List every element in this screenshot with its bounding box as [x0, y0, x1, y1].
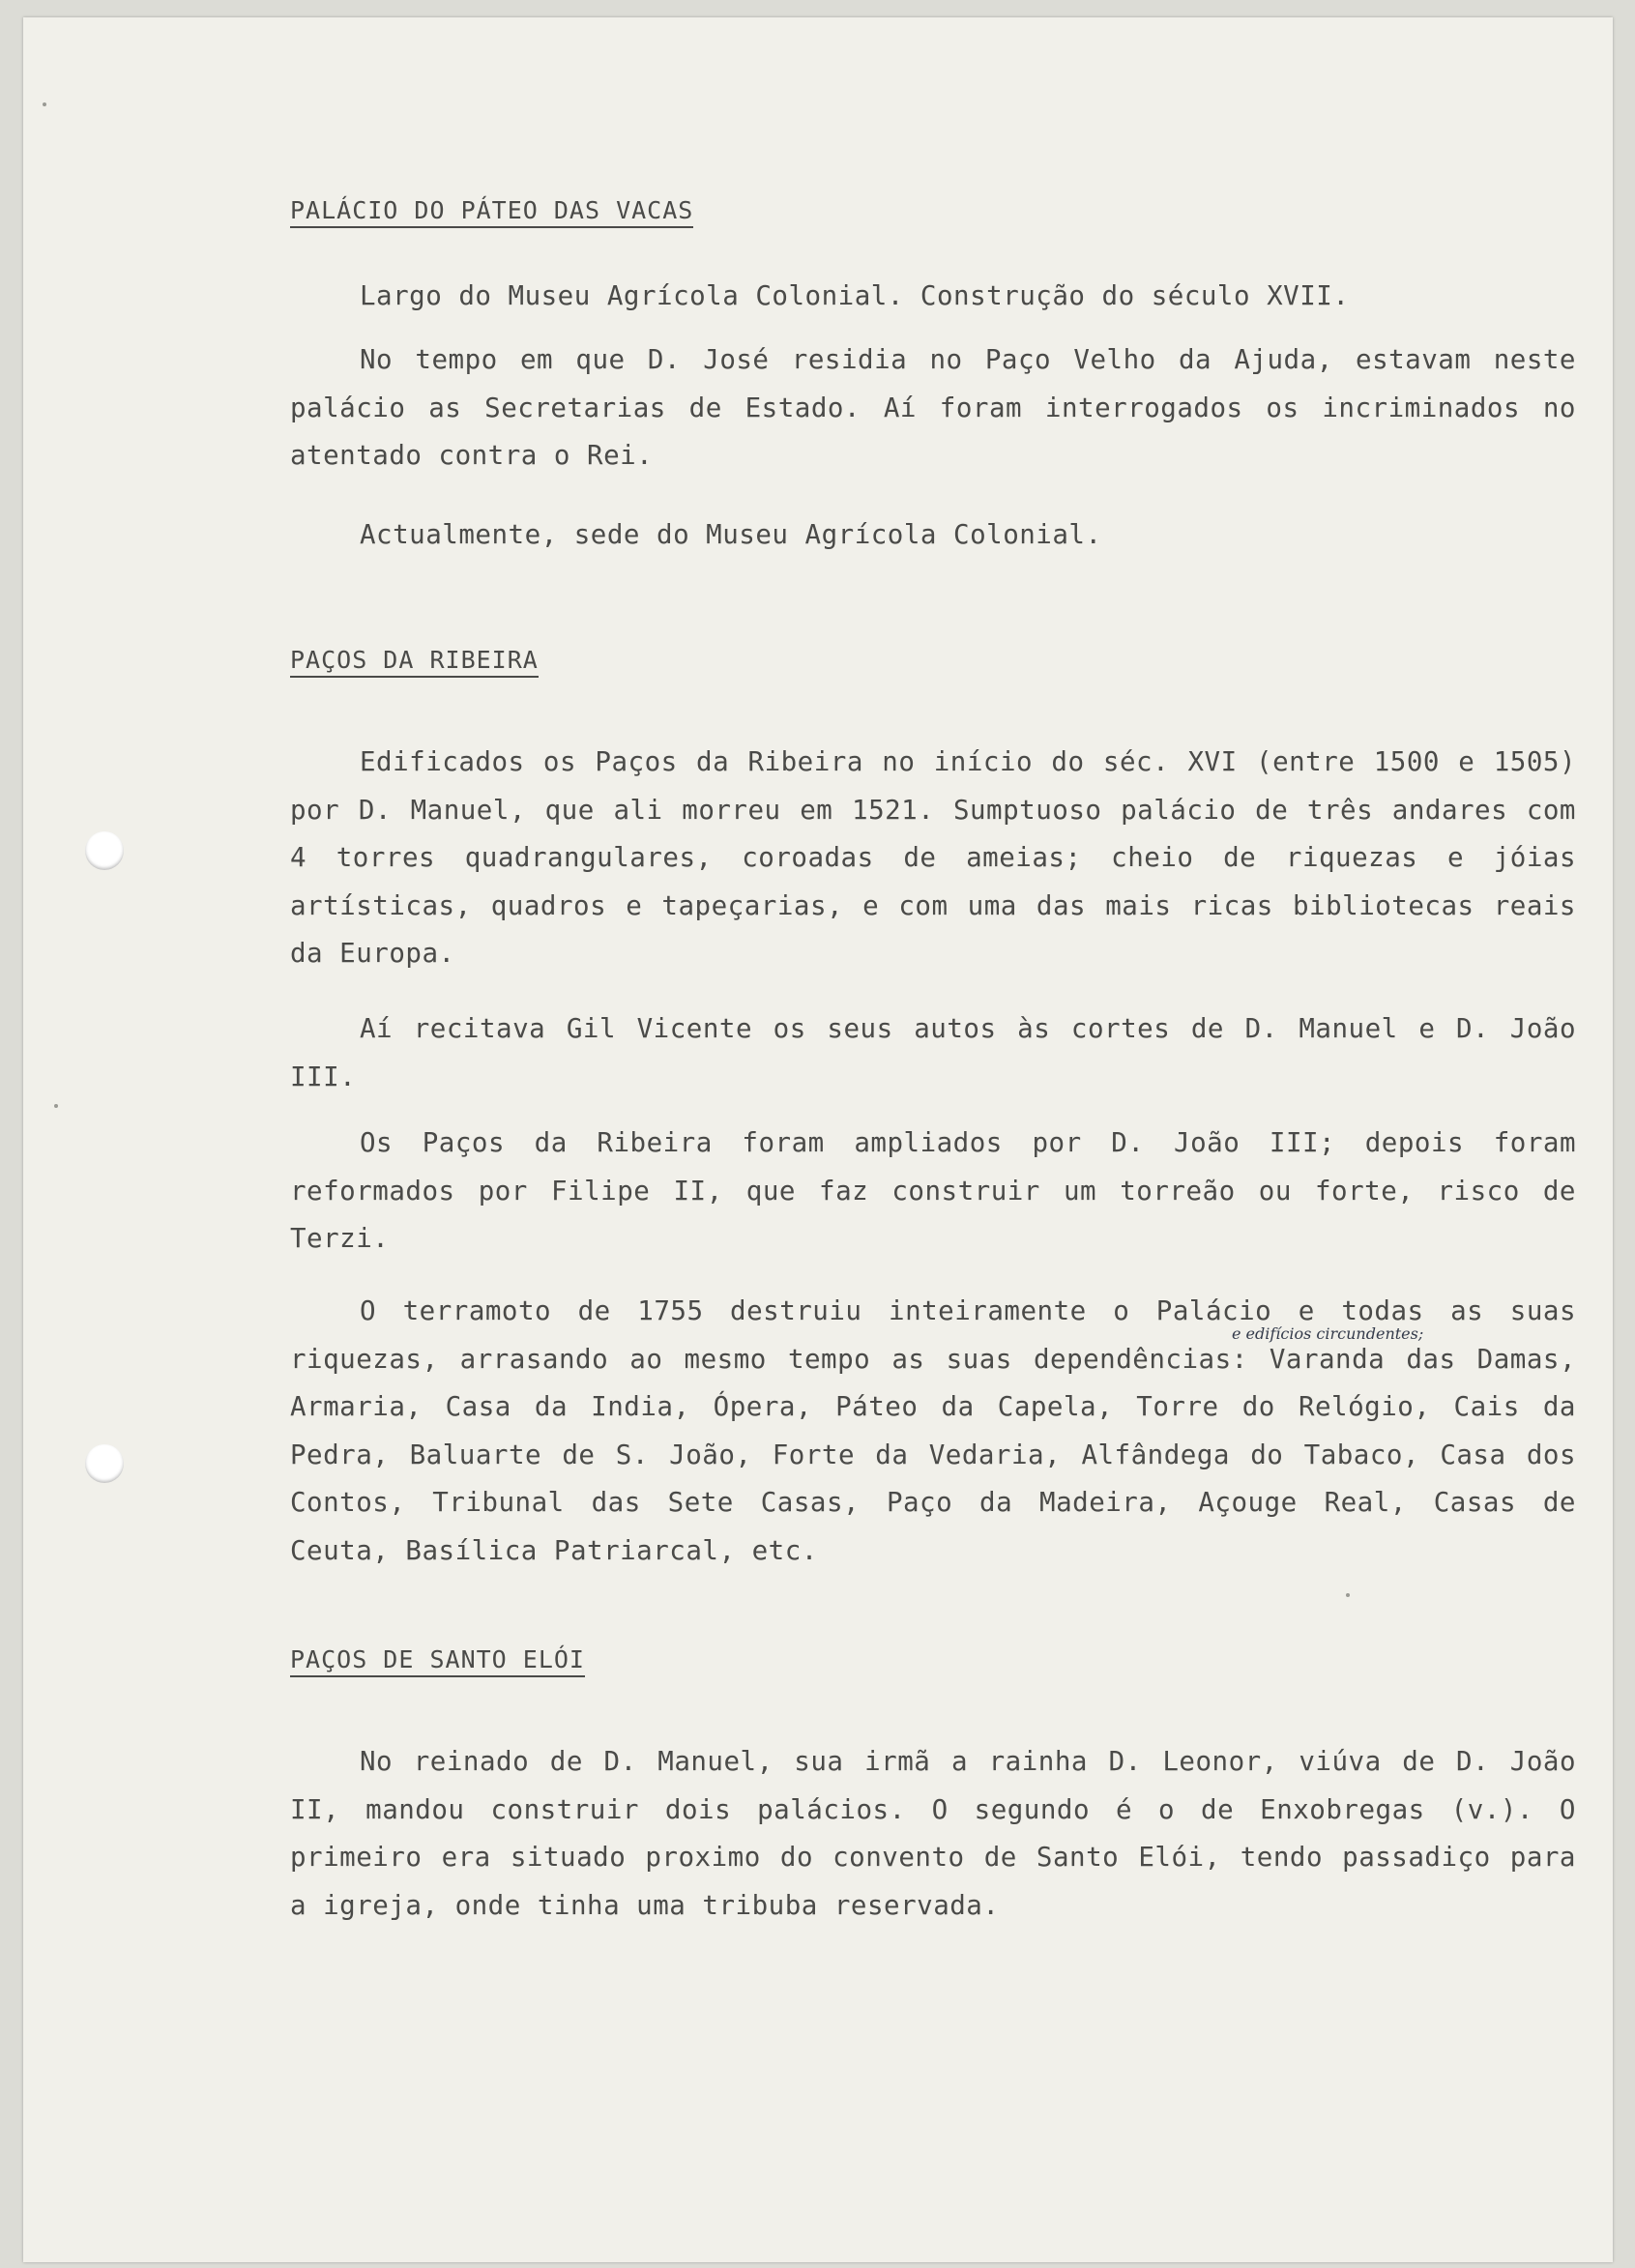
paragraph-actualmente: Actualmente, sede do Museu Agrícola Colonial.	[360, 519, 1102, 550]
section-heading-pacos-santo-eloi: PAÇOS DE SANTO ELÓI	[290, 1645, 585, 1677]
paragraph-location: Largo do Museu Agrícola Colonial. Construção do século XVII.	[360, 280, 1350, 311]
paper-speck	[43, 102, 46, 106]
paper-speck	[1346, 1593, 1350, 1597]
paragraph-reinado: No reinado de D. Manuel, sua irmã a rainha D. Leonor, viúva de D. João II, mandou construir dois palácios. O segundo é o de Enxobregas (v.). O primeiro era situado proximo do convento de Santo Elói, tendo passadiço para a igreja, onde tinha uma tribuba reservada.	[290, 1746, 1576, 1921]
handwritten-annotation: e edifícios circundentes;	[1232, 1324, 1424, 1343]
section-heading-palacio-pateo-vacas: PALÁCIO DO PÁTEO DAS VACAS	[290, 196, 693, 228]
paper-speck	[54, 1104, 58, 1108]
document-page	[23, 17, 1613, 2262]
punch-hole-top	[85, 831, 124, 870]
section-heading-pacos-ribeira: PAÇOS DA RIBEIRA	[290, 646, 539, 678]
paragraph-secretarias: No tempo em que D. José residia no Paço Velho da Ajuda, estavam neste palácio as Secretarias de Estado. Aí foram interrogados os incriminados no atentado contra o Rei.	[290, 344, 1576, 471]
paragraph-ampliados: Os Paços da Ribeira foram ampliados por D. João III; depois foram reformados por Filipe II, que faz construir um torreão ou forte, risco de Terzi.	[290, 1127, 1576, 1254]
paragraph-edificados: Edificados os Paços da Ribeira no início do séc. XVI (entre 1500 e 1505) por D. Manuel, que ali morreu em 1521. Sumptuoso palácio de três andares com 4 torres quadrangulares, coroadas de ameias; cheio de riquezas e jóias artísticas, quadros e tapeçarias, e com uma das mais ricas bibliotecas reais da Europa.	[290, 746, 1576, 969]
paragraph-terramoto: O terramoto de 1755 destruiu inteiramente o Palácio e todas as suas riquezas, arrasando ao mesmo tempo as suas dependências: Varanda das Damas, Armaria, Casa da India, Ópera, Páteo da Capela, Torre do Relógio, Cais da Pedra, Baluarte de S. João, Forte da Vedaria, Alfândega do Tabaco, Casa dos Contos, Tribunal das Sete Casas, Paço da Madeira, Açouge Real, Casas de Ceuta, Basílica Patriarcal, etc.	[290, 1295, 1576, 1566]
paragraph-gil-vicente: Aí recitava Gil Vicente os seus autos às cortes de D. Manuel e D. João III.	[290, 1013, 1576, 1092]
punch-hole-bottom	[85, 1444, 124, 1483]
